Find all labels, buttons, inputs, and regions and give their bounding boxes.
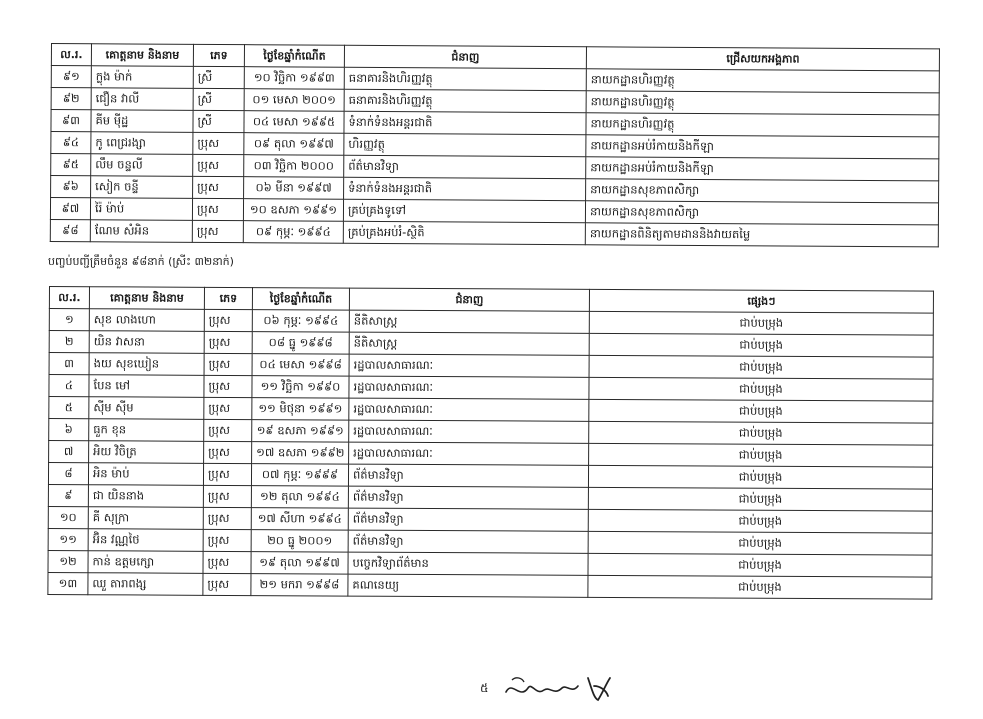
col-sex-header: ភេទ — [193, 44, 244, 66]
row-name: ឈួ តារាពង្ស — [88, 573, 203, 596]
row-dob: ០៦ កុម្ភៈ ១៩៩៤ — [252, 310, 349, 333]
row-name: កាន់ ឧត្តមក្សោ — [88, 551, 203, 574]
row-sex: ប្រុស — [192, 220, 243, 242]
row-name: អ៊ិន វណ្ណថៃ — [88, 529, 203, 552]
row-skill: ទំនាក់ទំនងអន្តរជាតិ — [344, 177, 586, 200]
row-skill: ព័ត៌មានវិទ្យា — [348, 486, 588, 509]
col-dob-header: ថ្ងៃខែឆ្នាំកំណើត — [252, 288, 349, 311]
row-number: ៨ — [48, 463, 88, 485]
row-name: សុខ លាងហោ — [89, 309, 204, 332]
row-name: លឹម ចន្ទលី — [91, 154, 193, 177]
row-sex: ស្រី — [193, 88, 244, 110]
row-status: ជាប់បម្រុង — [589, 311, 933, 335]
row-number: ២ — [49, 331, 89, 353]
row-unit: នាយកដ្ឋានហិរញ្ញវត្ថុ — [586, 91, 939, 115]
row-sex: ប្រុស — [203, 529, 251, 551]
row-sex: ប្រុស — [203, 463, 251, 485]
row-sex: ស្រី — [193, 66, 244, 88]
row-skill: រដ្ឋបាលសាធារណៈ — [349, 420, 589, 443]
row-skill: រដ្ឋបាលសាធារណៈ — [349, 354, 589, 377]
row-status: ជាប់បម្រុង — [588, 465, 932, 489]
row-number: ៩៨ — [50, 219, 90, 241]
row-skill: គ្រប់គ្រងទូទៅ — [343, 199, 585, 222]
row-skill: ធនាគារនិងហិរញ្ញវត្ថុ — [344, 89, 586, 112]
row-skill: ហិរញ្ញវត្ថុ — [344, 133, 586, 156]
row-status: ជាប់បម្រុង — [588, 531, 932, 555]
row-name: ណែម សំអិន — [90, 220, 192, 243]
row-number: ១៣ — [48, 572, 88, 594]
row-number: ៥ — [49, 397, 89, 419]
row-number: ១០ — [48, 506, 88, 528]
row-sex: ប្រុស — [203, 573, 251, 595]
row-sex: ប្រុស — [204, 419, 252, 441]
row-sex: ប្រុស — [193, 154, 244, 176]
row-name: អិយ វិចិត្រ — [89, 441, 204, 464]
row-dob: ០១ មេសា ២០០១ — [244, 89, 344, 112]
row-sex: ប្រុស — [204, 309, 252, 331]
row-skill: បច្ចេកវិទ្យាព័ត៌មាន — [348, 552, 588, 575]
row-dob: ០៩ តុលា ១៩៩៧ — [244, 133, 344, 156]
col-no-header: ល.រ. — [49, 287, 89, 309]
row-number: ៣ — [49, 353, 89, 375]
row-sex: ប្រុស — [192, 198, 243, 220]
row-sex: ប្រុស — [204, 375, 252, 397]
row-status: ជាប់បម្រុង — [588, 575, 932, 599]
row-sex: ប្រុស — [204, 331, 252, 353]
row-unit: នាយកដ្ឋានពិនិត្យតាមដាននិងវាយតម្លៃ — [585, 223, 938, 247]
row-sex: ស្រី — [193, 110, 244, 132]
row-unit: នាយកដ្ឋានហិរញ្ញវត្ថុ — [586, 113, 939, 137]
row-sex: ប្រុស — [204, 397, 252, 419]
col-dob-header: ថ្ងៃខែឆ្នាំកំណើត — [244, 45, 344, 68]
row-name: អិន ម៉ាប់ — [88, 463, 203, 486]
row-skill: ទំនាក់ទំនងអន្តរជាតិ — [344, 111, 586, 134]
row-dob: ០៤ មេសា ១៩៩៥ — [244, 111, 344, 134]
row-dob: ២០ ធ្នូ ២០០១ — [251, 530, 348, 553]
row-name: គី សុក្រា — [88, 507, 203, 530]
row-number: ៩៤ — [51, 132, 91, 154]
row-name: ជឿន វាលី — [91, 88, 193, 111]
row-number: ១២ — [48, 550, 88, 572]
row-number: ៩២ — [51, 88, 91, 110]
row-number: ៩៧ — [50, 198, 90, 220]
row-status: ជាប់បម្រុង — [589, 355, 933, 379]
row-name: ស៊ីម ស៊ីម — [89, 397, 204, 420]
row-name: យិន វាសនា — [89, 331, 204, 354]
row-unit: នាយកដ្ឋានសុខភាពសិក្សា — [585, 201, 938, 225]
row-dob: ១៧ សីហា ១៩៩៤ — [251, 508, 348, 531]
row-number: ៩៦ — [51, 176, 91, 198]
col-unit-header: ជ្រើសយកអង្គភាព — [586, 47, 939, 71]
row-skill: គណនេយ្យ — [348, 574, 588, 597]
col-skill-header: ជំនាញ — [349, 288, 589, 311]
reserve-list-table — [47, 286, 934, 600]
row-skill: រដ្ឋបាលសាធារណៈ — [349, 442, 589, 465]
col-name-header: គោត្តនាម និងនាម — [89, 287, 204, 310]
row-dob: ១២ តុលា ១៩៩៤ — [251, 486, 348, 509]
row-status: ជាប់បម្រុង — [589, 399, 933, 423]
row-number: ៩ — [48, 484, 88, 506]
row-dob: ១៧ ឧសភា ១៩៩២ — [252, 442, 349, 465]
row-number: ១១ — [48, 528, 88, 550]
row-dob: ១១ វិច្ឆិកា ១៩៩០ — [252, 376, 349, 399]
row-skill: រដ្ឋបាលសាធារណៈ — [349, 398, 589, 421]
row-skill: នីតិសាស្ត្រ — [349, 310, 589, 333]
row-status: ជាប់បម្រុង — [588, 487, 932, 511]
row-skill: គ្រប់គ្រងអប់រំ-ស្ថិតិ — [343, 221, 585, 244]
row-sex: ប្រុស — [204, 353, 252, 375]
row-dob: ០៣ វិច្ឆិកា ២០០០ — [244, 155, 344, 178]
row-skill: ព័ត៌មានវិទ្យា — [344, 155, 586, 178]
row-skill: នីតិសាស្ត្រ — [349, 332, 589, 355]
row-sex: ប្រុស — [204, 441, 252, 463]
list-closing-note: បញ្ចប់បញ្ជីត្រឹមចំនួន ៩៨នាក់ (ស្រីះ ៣២នាក់) — [48, 255, 234, 268]
row-status: ជាប់បម្រុង — [589, 377, 933, 401]
row-name: បែន មៅ — [89, 375, 204, 398]
row-dob: ០៤ មេសា ១៩៩៨ — [252, 354, 349, 377]
page-footer — [480, 670, 640, 710]
row-number: ៩៣ — [51, 110, 91, 132]
row-sex: ប្រុស — [203, 485, 251, 507]
row-sex: ប្រុស — [193, 132, 244, 154]
row-dob: ០៩ កុម្ភៈ ១៩៩៤ — [243, 221, 343, 244]
row-status: ជាប់បម្រុង — [589, 421, 933, 445]
page-number: ៥ — [480, 681, 489, 695]
row-number: ៩៥ — [51, 154, 91, 176]
row-number: ៤ — [49, 375, 89, 397]
table-row — [50, 219, 938, 246]
row-dob: ០៦ មីនា ១៩៩៧ — [244, 177, 344, 200]
row-skill: ធនាគារនិងហិរញ្ញវត្ថុ — [344, 67, 586, 90]
col-no-header: ល.រ. — [51, 44, 91, 66]
row-dob: ១០ វិច្ឆិកា ១៩៩៣ — [244, 67, 344, 90]
row-name: ងយ សុខឃៀន — [89, 353, 204, 376]
col-skill-header: ជំនាញ — [344, 45, 586, 68]
row-number: ៧ — [49, 441, 89, 463]
col-name-header: គោត្តនាម និងនាម — [91, 44, 193, 67]
row-dob: ១០ ឧសភា ១៩៩១ — [243, 199, 343, 222]
row-dob: ១៩ ឧសភា ១៩៩១ — [252, 420, 349, 443]
row-status: ជាប់បម្រុង — [588, 553, 932, 577]
row-status: ជាប់បម្រុង — [589, 333, 933, 357]
table-body — [48, 309, 933, 600]
row-unit: នាយកដ្ឋានអប់រំកាយនិងកីឡា — [586, 135, 939, 159]
row-name: សៀក ចន្ទី — [91, 176, 193, 199]
row-skill: ព័ត៌មានវិទ្យា — [348, 530, 588, 553]
row-sex: ប្រុស — [203, 551, 251, 573]
row-number: ៦ — [49, 419, 89, 441]
row-sex: ប្រុស — [203, 507, 251, 529]
row-dob: ២១ មករា ១៩៩៨ — [251, 574, 348, 597]
handwritten-initials — [502, 670, 622, 708]
row-number: ៩១ — [51, 66, 91, 88]
row-dob: ១៩ តុលា ១៩៩៧ — [251, 552, 348, 575]
row-unit: នាយកដ្ឋានសុខភាពសិក្សា — [586, 179, 939, 203]
row-unit: នាយកដ្ឋានហិរញ្ញវត្ថុ — [586, 69, 939, 93]
unit-assignment-table — [50, 43, 940, 247]
row-name: កូ ពេជ្ររង្សា — [91, 132, 193, 155]
table-body — [50, 66, 939, 247]
row-unit: នាយកដ្ឋានអប់រំកាយនិងកីឡា — [586, 157, 939, 181]
row-name: ក្លុង ម៉ាក់ — [91, 66, 193, 89]
row-name: រ៉ៃ ម៉ាប់ — [90, 198, 192, 221]
row-number: ១ — [49, 309, 89, 331]
table-row — [48, 572, 932, 599]
col-sex-header: ភេទ — [204, 287, 252, 309]
col-other-header: ផ្សេងៗ — [589, 289, 933, 313]
row-dob: ០៨ ធ្នូ ១៩៩៨ — [252, 332, 349, 355]
row-name: ជា យិននាង — [88, 485, 203, 508]
row-name: ធួក ខុន — [89, 419, 204, 442]
row-skill: ព័ត៌មានវិទ្យា — [348, 464, 588, 487]
row-skill: ព័ត៌មានវិទ្យា — [348, 508, 588, 531]
row-status: ជាប់បម្រុង — [588, 509, 932, 533]
row-dob: ១១ មិថុនា ១៩៩១ — [252, 398, 349, 421]
row-status: ជាប់បម្រុង — [589, 443, 933, 467]
row-name: គីម ម៉ីដ្ឋ — [91, 110, 193, 133]
row-skill: រដ្ឋបាលសាធារណៈ — [349, 376, 589, 399]
row-sex: ប្រុស — [193, 176, 244, 198]
row-dob: ០៧ កុម្ភៈ ១៩៩៩ — [251, 464, 348, 487]
